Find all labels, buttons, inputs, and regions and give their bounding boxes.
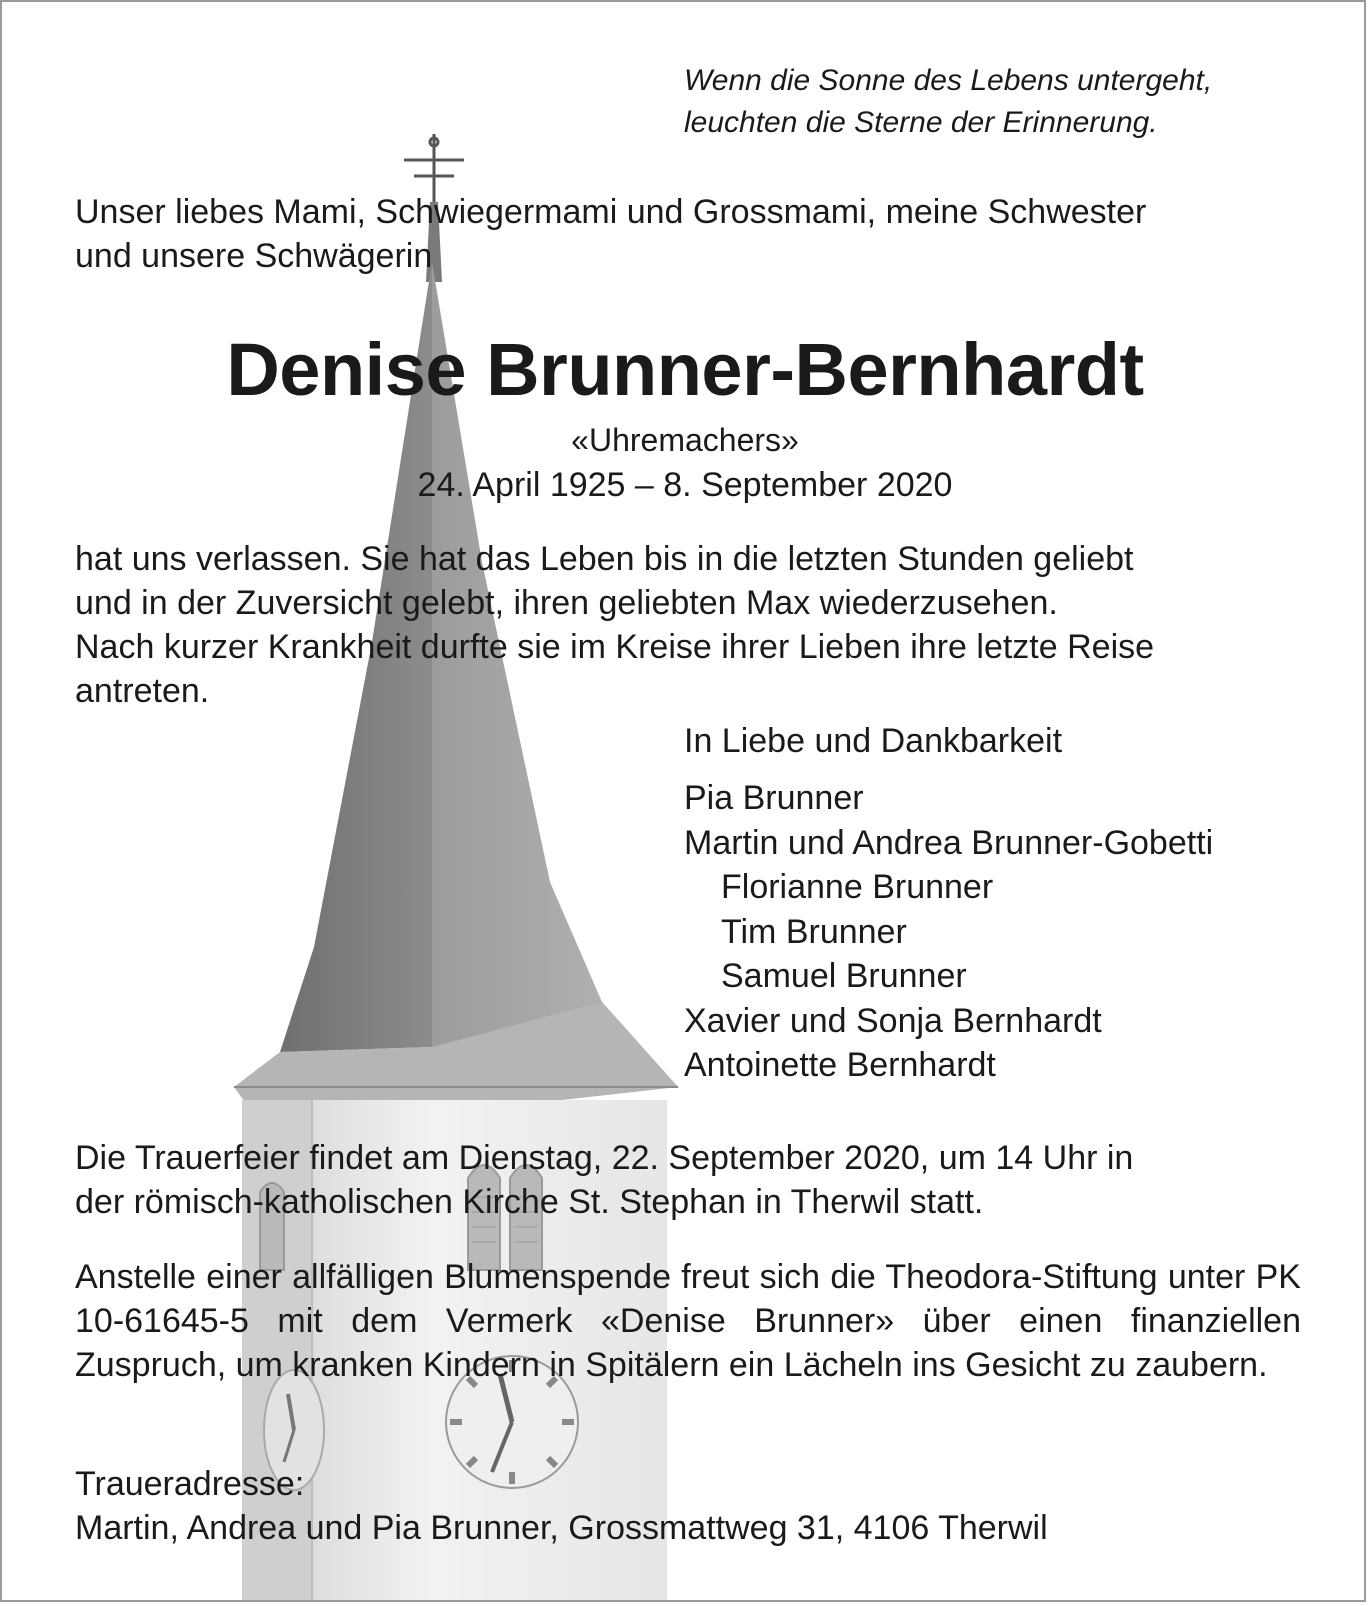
message-line-2: und in der Zuversicht gelebt, ihren geliebten Max wiederzusehen. [75, 584, 1058, 622]
mourners-list [684, 776, 1213, 1088]
intro-line-1: Unser liebes Mami, Schwiegermami und Grossmami, meine Schwester [75, 193, 1147, 231]
mourner: Florianne Brunner [721, 868, 994, 906]
deceased-name: Denise Brunner-Bernhardt [226, 328, 1144, 411]
message-text [75, 537, 1301, 713]
mourner: Samuel Brunner [721, 957, 967, 995]
intro-line-2: und unsere Schwägerin [75, 237, 433, 275]
service-info [75, 1136, 1301, 1224]
mourner: Antoinette Bernhardt [684, 1046, 996, 1084]
life-dates: 24. April 1925 – 8. September 2020 [417, 466, 953, 504]
message-line-3: Nach kurzer Krankheit durfte sie im Kreise ihrer Lieben ihre letzte Reise [75, 628, 1155, 666]
service-line-2: der römisch-katholischen Kirche St. Stephan in Therwil statt. [75, 1183, 984, 1221]
deceased-nickname: «Uhremachers» [571, 422, 799, 458]
address-label: Traueradresse: [75, 1465, 305, 1503]
service-line-1: Die Trauerfeier findet am Dienstag, 22. September 2020, um 14 Uhr in [75, 1139, 1134, 1177]
mourner: Xavier und Sonja Bernhardt [684, 1001, 1102, 1040]
motto-line-1: Wenn die Sonne des Lebens untergeht, [684, 64, 1213, 97]
mourning-address: Martin, Andrea und Pia Brunner, Grossmattweg 31, 4106 Therwil [75, 1509, 1048, 1547]
mourner: Martin und Andrea Brunner-Gobetti [684, 823, 1214, 862]
message-line-1: hat uns verlassen. Sie hat das Leben bis in die letzten Stunden geliebt [75, 540, 1134, 578]
donation-note: Anstelle einer allfälligen Blumenspende freut sich die Theodora-Stiftung unter PK 10-61645-5 mit dem Vermerk «Denise Brunner» über einen finanziellen Zuspruch, um kranken Kindern in Spitälern ein Lächeln ins Gesicht zu zaubern. [75, 1258, 1301, 1384]
closing-phrase: In Liebe und Dankbarkeit [684, 722, 1063, 760]
mourner: Pia Brunner [684, 779, 864, 817]
motto-quote [684, 60, 1212, 144]
message-line-4: antreten. [75, 672, 210, 710]
motto-line-2: leuchten die Sterne der Erinnerung. [684, 106, 1158, 139]
mourner: Tim Brunner [721, 912, 907, 951]
intro-text [75, 190, 1301, 278]
